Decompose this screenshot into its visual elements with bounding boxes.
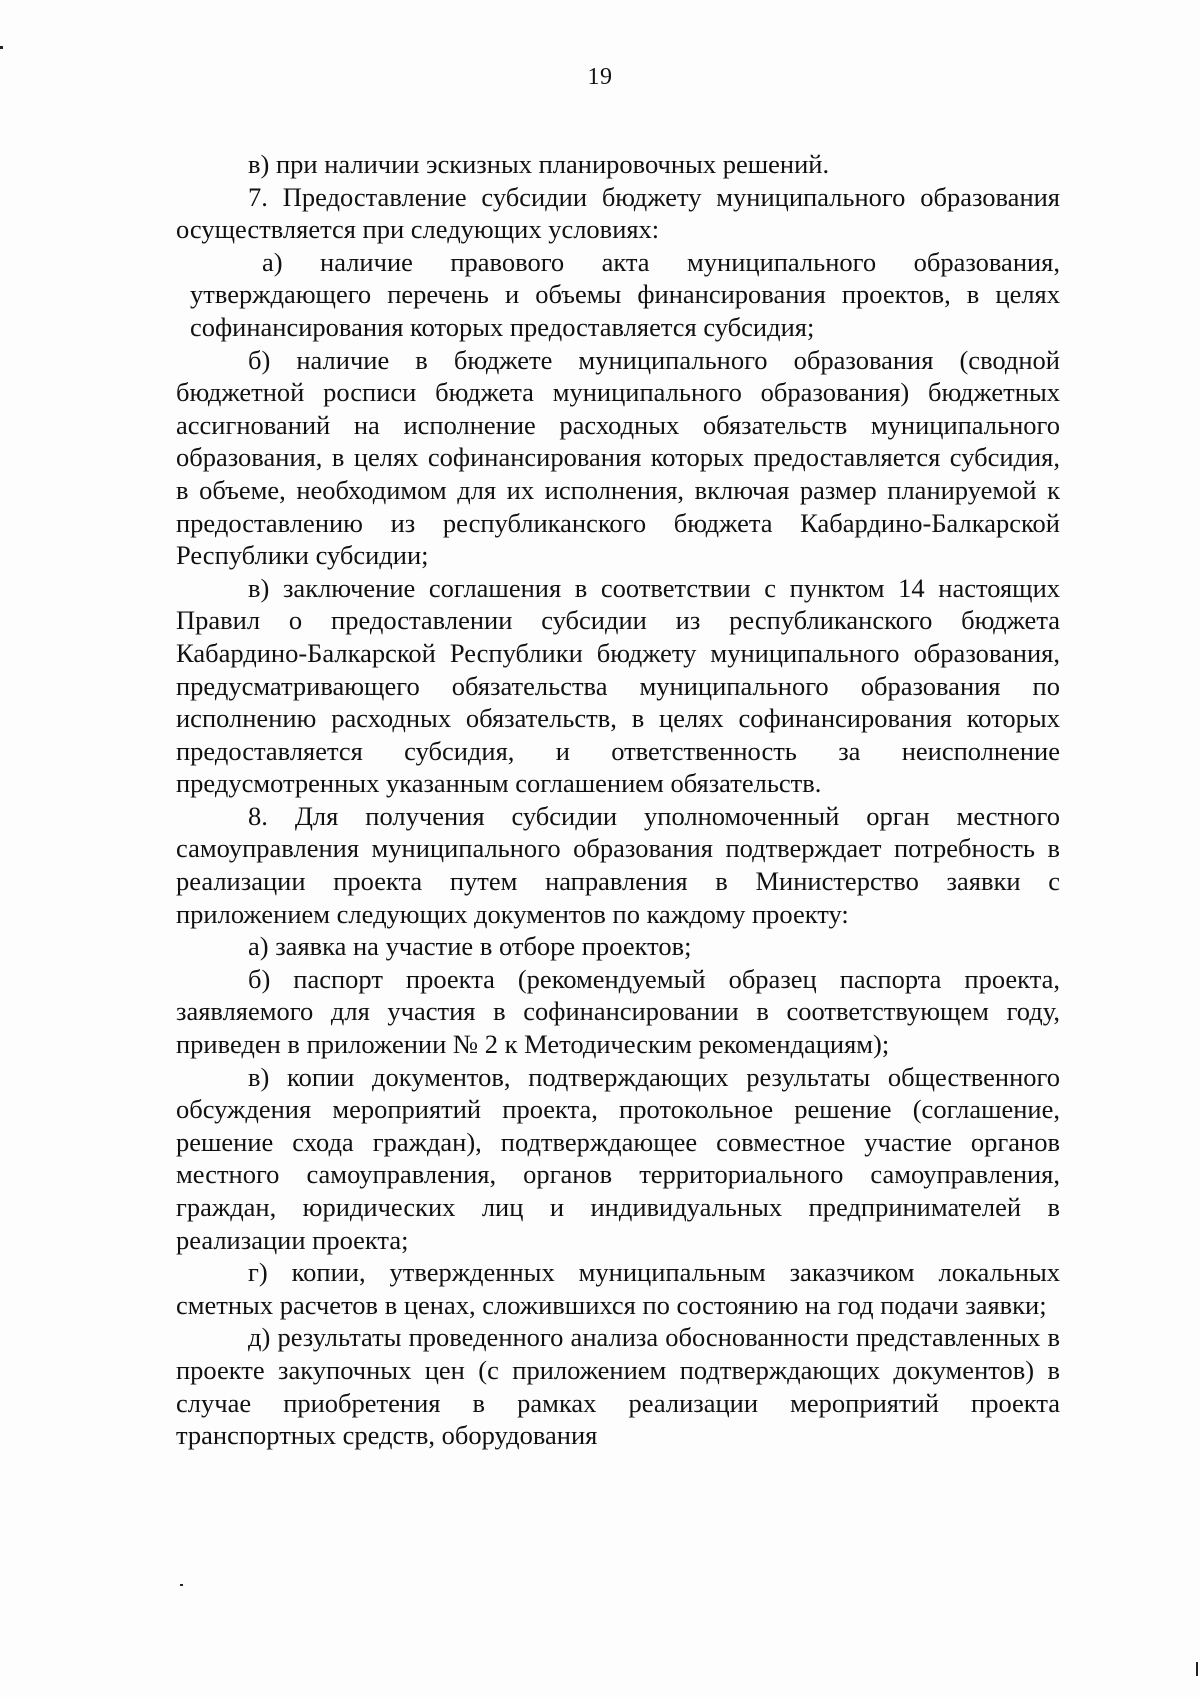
- paragraph-a-request: а) заявка на участие в отборе проектов;: [248, 931, 692, 962]
- paragraph-8-application: 8. Для получения субсидии уполномоченный орган местного самоуправления муниципального образования подтверждает потребность в реализации проекта путем направления в Министерство заявки с приложением следующих документов по каждому проекту:: [176, 800, 1060, 929]
- paragraph-v-documents: в) копии документов, подтверждающих результаты общественного обсуждения мероприятий проекта, протокольное решение (соглашение, решение схода граждан), подтверждающее совместное участие органов местного самоуправления, органов территориального самоуправления, граждан, юридических лиц и индивидуальных предпринимателей в реализации проекта;: [176, 1061, 1060, 1255]
- scan-speck: [1196, 1662, 1198, 1676]
- scan-speck: [0, 46, 3, 49]
- paragraph-v-agreement: в) заключение соглашения в соответствии с пунктом 14 настоящих Правил о предоставлении субсидии из республиканского бюджета Кабардино-Балкарской Республики бюджету муниципального образования, предусматривающего обязательства муниципального образования по исполнению расходных обязательств, в целях софинансирования которых предоставляется субсидия, и ответственность за неисполнение предусмотренных указанным соглашением обязательств.: [176, 572, 1060, 799]
- scan-speck: [180, 1584, 183, 1586]
- paragraph-b-budget: б) наличие в бюджете муниципального образования (сводной бюджетной росписи бюджета муниципального образования) бюджетных ассигнований на исполнение расходных обязательств муниципального образования, в целях софинансирования которых предоставляется субсидия, в объеме, необходимом для их исполнения, включая размер планируемой к предоставлению из республиканского бюджета Кабардино-Балкарской Республики субсидии;: [176, 344, 1060, 571]
- paragraph-7-conditions: 7. Предоставление субсидии бюджету муниципального образования осуществляется при следующих условиях:: [176, 181, 1060, 245]
- page-number: 19: [587, 64, 613, 90]
- paragraph-a-legal-act: а) наличие правового акта муниципального образования, утверждающего перечень и объемы финансирования проектов, в целях софинансирования которых предоставляется субсидия;: [190, 246, 1060, 342]
- paragraph-b-passport: б) паспорт проекта (рекомендуемый образец паспорта проекта, заявляемого для участия в софинансировании в соответствующем году, приведен в приложении № 2 к Методическим рекомендациям);: [176, 963, 1060, 1060]
- document-body: [176, 148, 1060, 1452]
- paragraph-v-sketch: в) при наличии эскизных планировочных решений.: [248, 149, 830, 179]
- paragraph-d-analysis: д) результаты проведенного анализа обоснованности представленных в проекте закупочных цен (с приложением подтверждающих документов) в случае приобретения в рамках реализации мероприятий проекта транспортных средств, оборудования: [176, 1322, 1060, 1451]
- paragraph-g-estimates: г) копии, утвержденных муниципальным заказчиком локальных сметных расчетов в ценах, сложившихся по состоянию на год подачи заявки;: [176, 1257, 1060, 1320]
